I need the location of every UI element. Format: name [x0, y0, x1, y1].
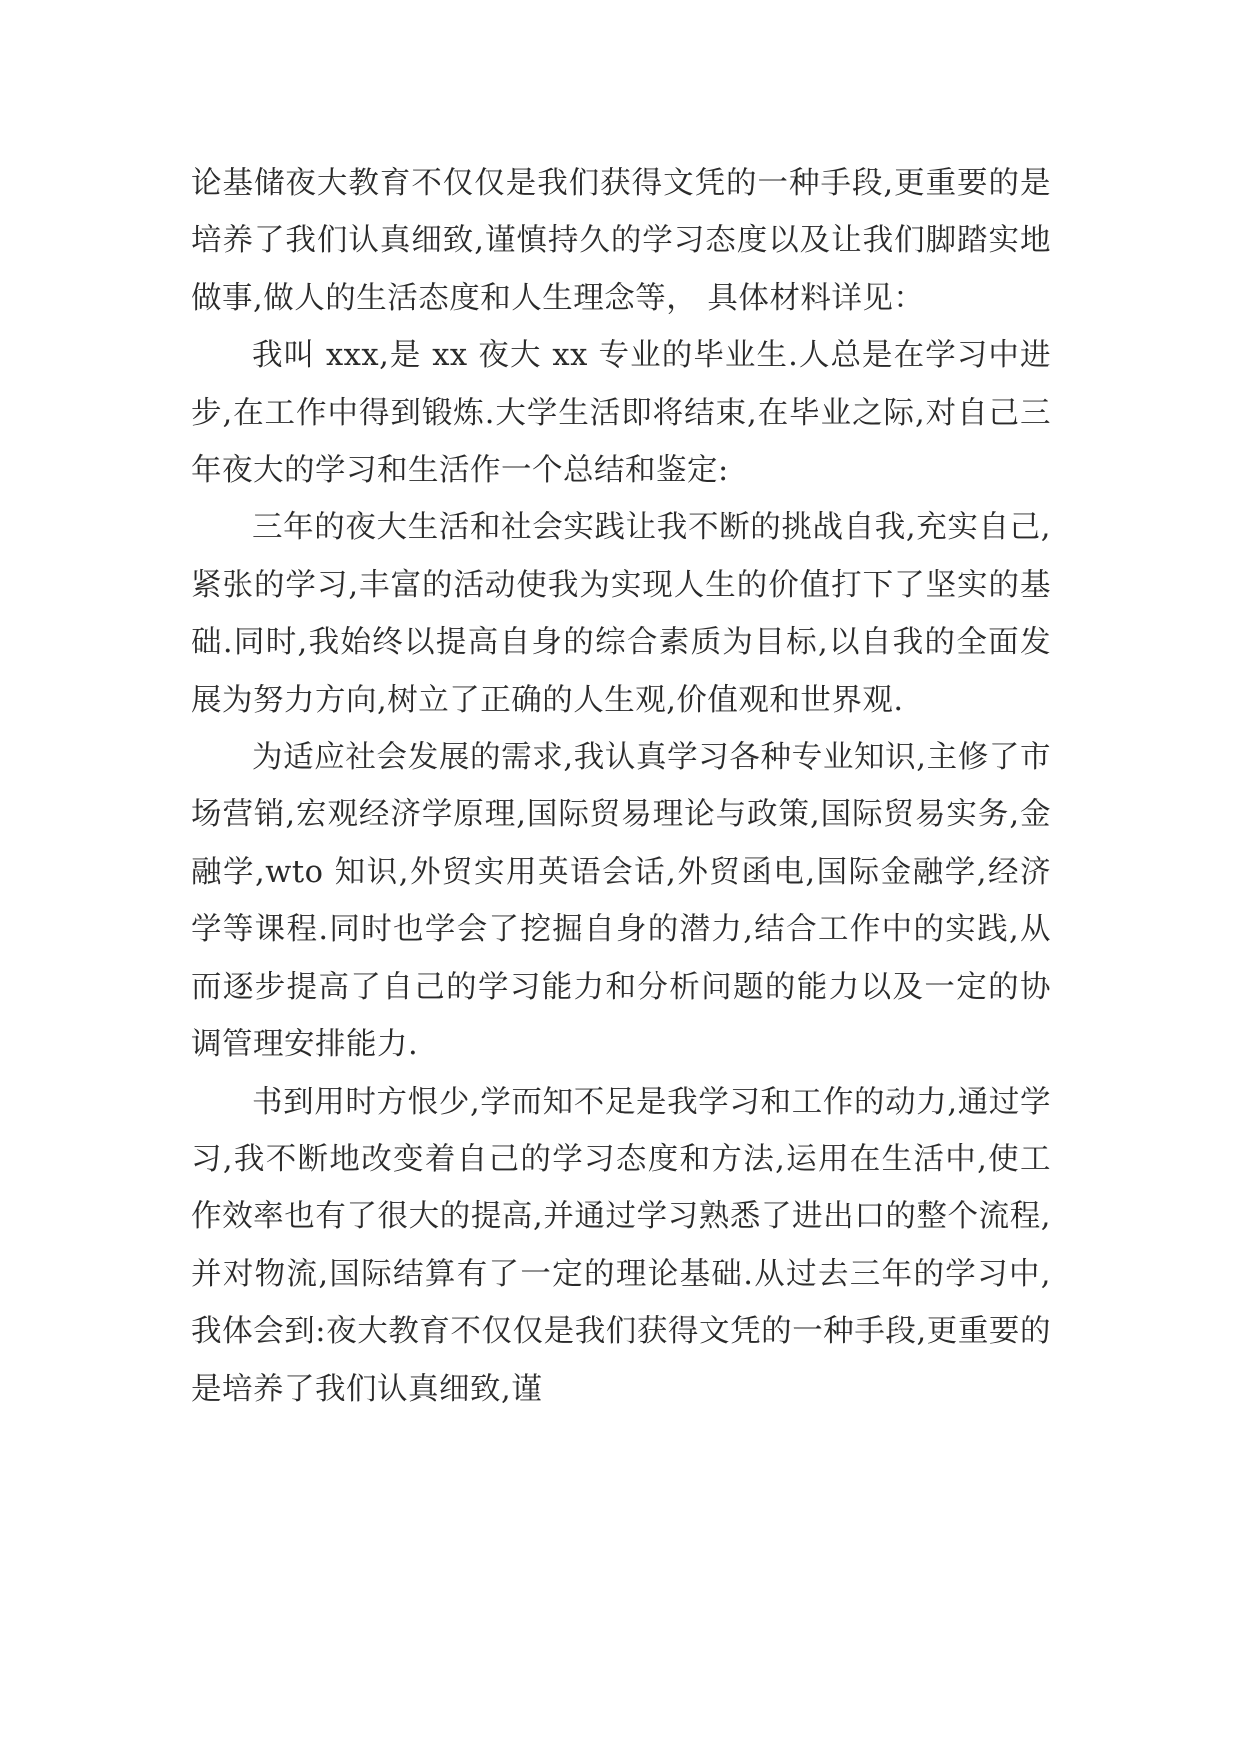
paragraph-5: 书到用时方恨少,学而知不足是我学习和工作的动力,通过学习,我不断地改变着自己的学习态度和方法,运用在生活中,使工作效率也有了很大的提高,并通过学习熟悉了进出口的整个流程,并对物流,国际结算有了一定的理论基础.从过去三年的学习中,我体会到:夜大教育不仅仅是我们获得文凭的一种手段,更重要的是培养了我们认真细致,谨 [191, 1084, 1051, 1407]
paragraph-2: 我叫 xxx,是 xx 夜大 xx 专业的毕业生.人总是在学习中进步,在工作中得到锻炼.大学生活即将结束,在毕业之际,对自己三年夜大的学习和生活作一个总结和鉴定: [191, 338, 1051, 489]
document-body [191, 155, 1051, 1418]
paragraph-4: 为适应社会发展的需求,我认真学习各种专业知识,主修了市场营销,宏观经济学原理,国际贸易理论与政策,国际贸易实务,金融学,wto 知识,外贸实用英语会话,外贸函电,国际金融学,经济学等课程.同时也学会了挖掘自身的潜力,结合工作中的实践,从而逐步提高了自己的学习能力和分析问题的能力以及一定的协调管理安排能力. [191, 740, 1051, 1063]
paragraph-3: 三年的夜大生活和社会实践让我不断的挑战自我,充实自己,紧张的学习,丰富的活动使我为实现人生的价值打下了坚实的基础.同时,我始终以提高自身的综合素质为目标,以自我的全面发展为努力方向,树立了正确的人生观,价值观和世界观. [191, 510, 1051, 718]
paragraph-1: 论基储夜大教育不仅仅是我们获得文凭的一种手段,更重要的是培养了我们认真细致,谨慎持久的学习态度以及让我们脚踏实地做事,做人的生活态度和人生理念等， 具体材料详见： [191, 166, 1051, 316]
